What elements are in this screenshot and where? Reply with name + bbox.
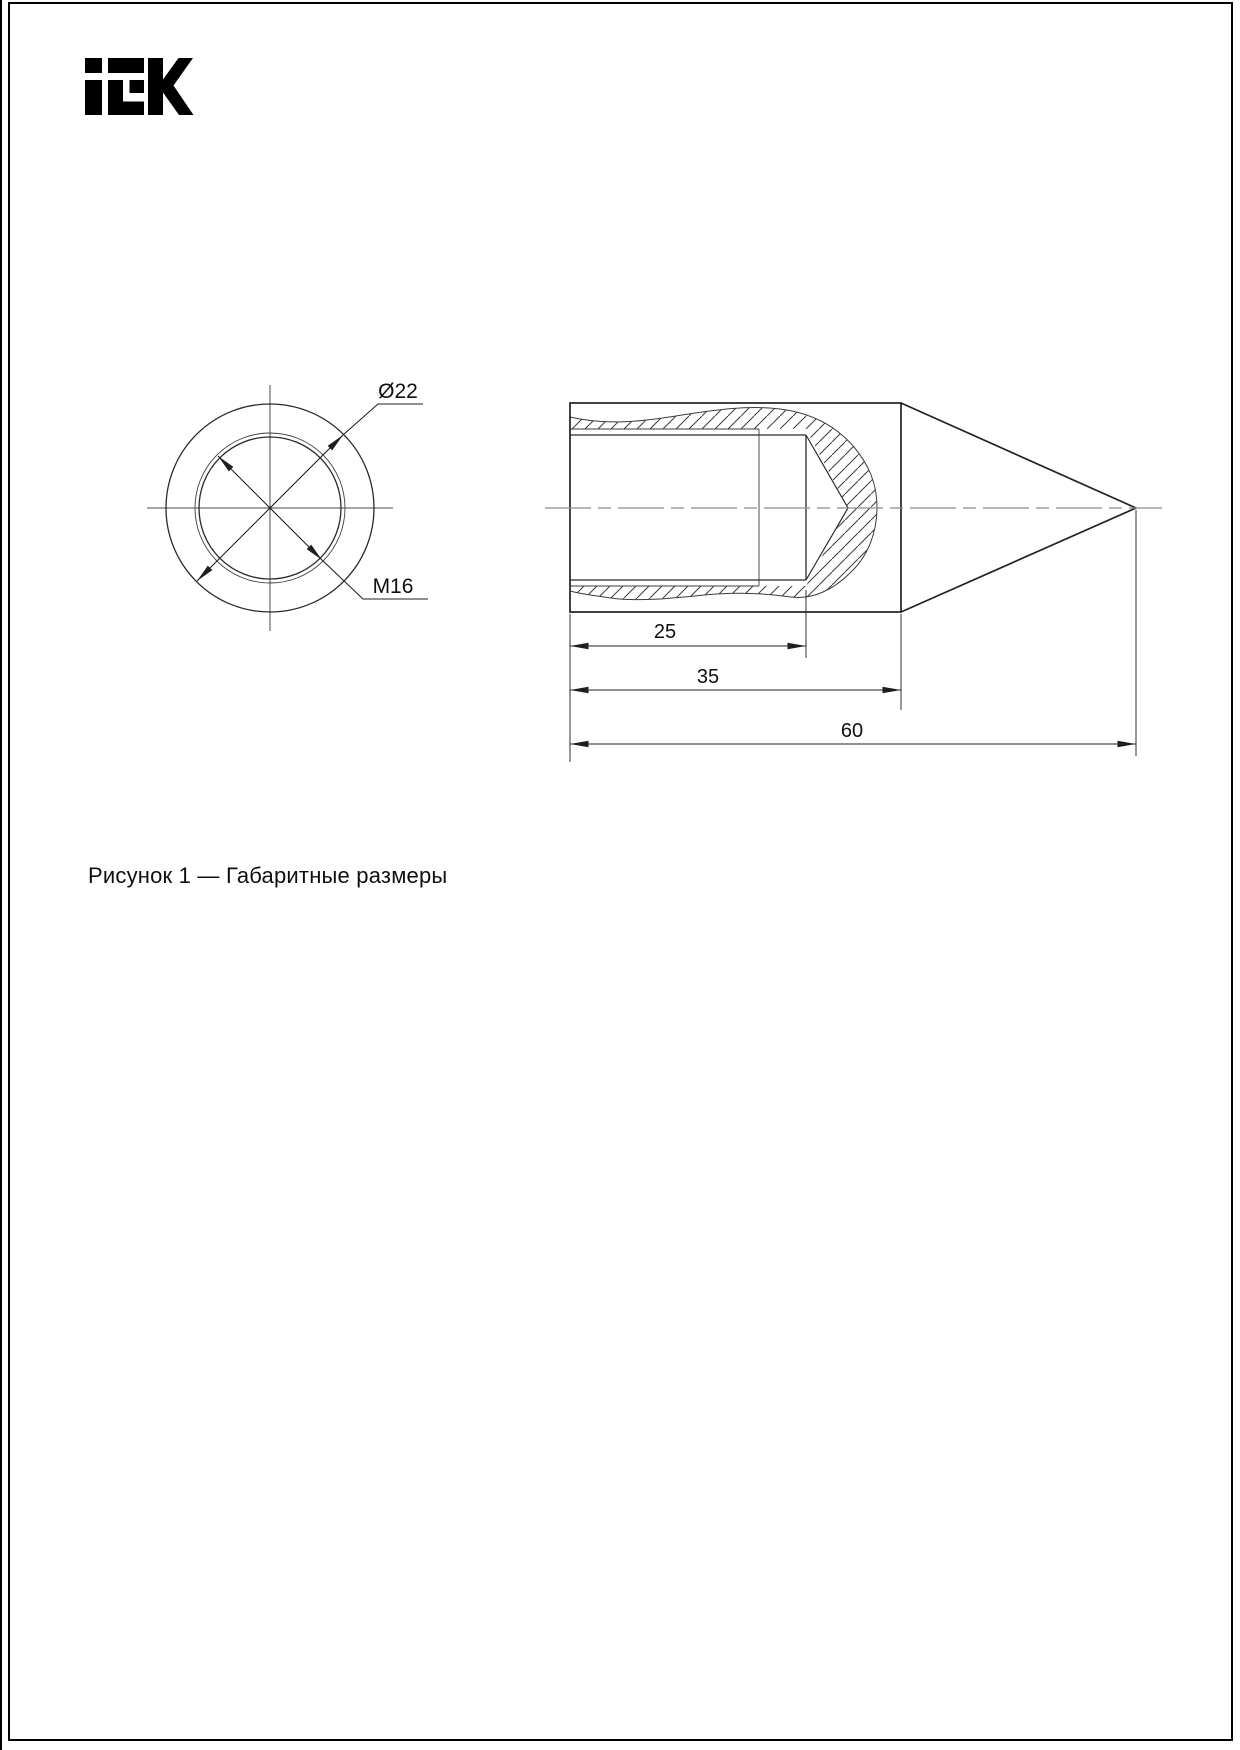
dim-label-35: 35 xyxy=(696,666,720,688)
logo-e-top-bar xyxy=(108,58,144,73)
logo-e-bottom-bar xyxy=(108,102,144,116)
iek-logo xyxy=(85,58,194,115)
logo-i-stem xyxy=(85,80,102,115)
figure-caption: Рисунок 1 — Габаритные размеры xyxy=(88,863,448,888)
front-view xyxy=(147,380,428,631)
dim-label-25: 25 xyxy=(653,621,677,643)
section-hatching xyxy=(570,408,877,600)
logo-e-mid-bar xyxy=(130,80,145,93)
side-view xyxy=(545,403,1162,762)
dia22-leader-line xyxy=(343,404,423,435)
logo-i-dot xyxy=(85,58,102,73)
dim-label-60: 60 xyxy=(840,720,864,742)
logo-k-glyph xyxy=(148,58,194,115)
m16-label: M16 xyxy=(372,575,414,598)
dia22-label: Ø22 xyxy=(378,380,418,403)
